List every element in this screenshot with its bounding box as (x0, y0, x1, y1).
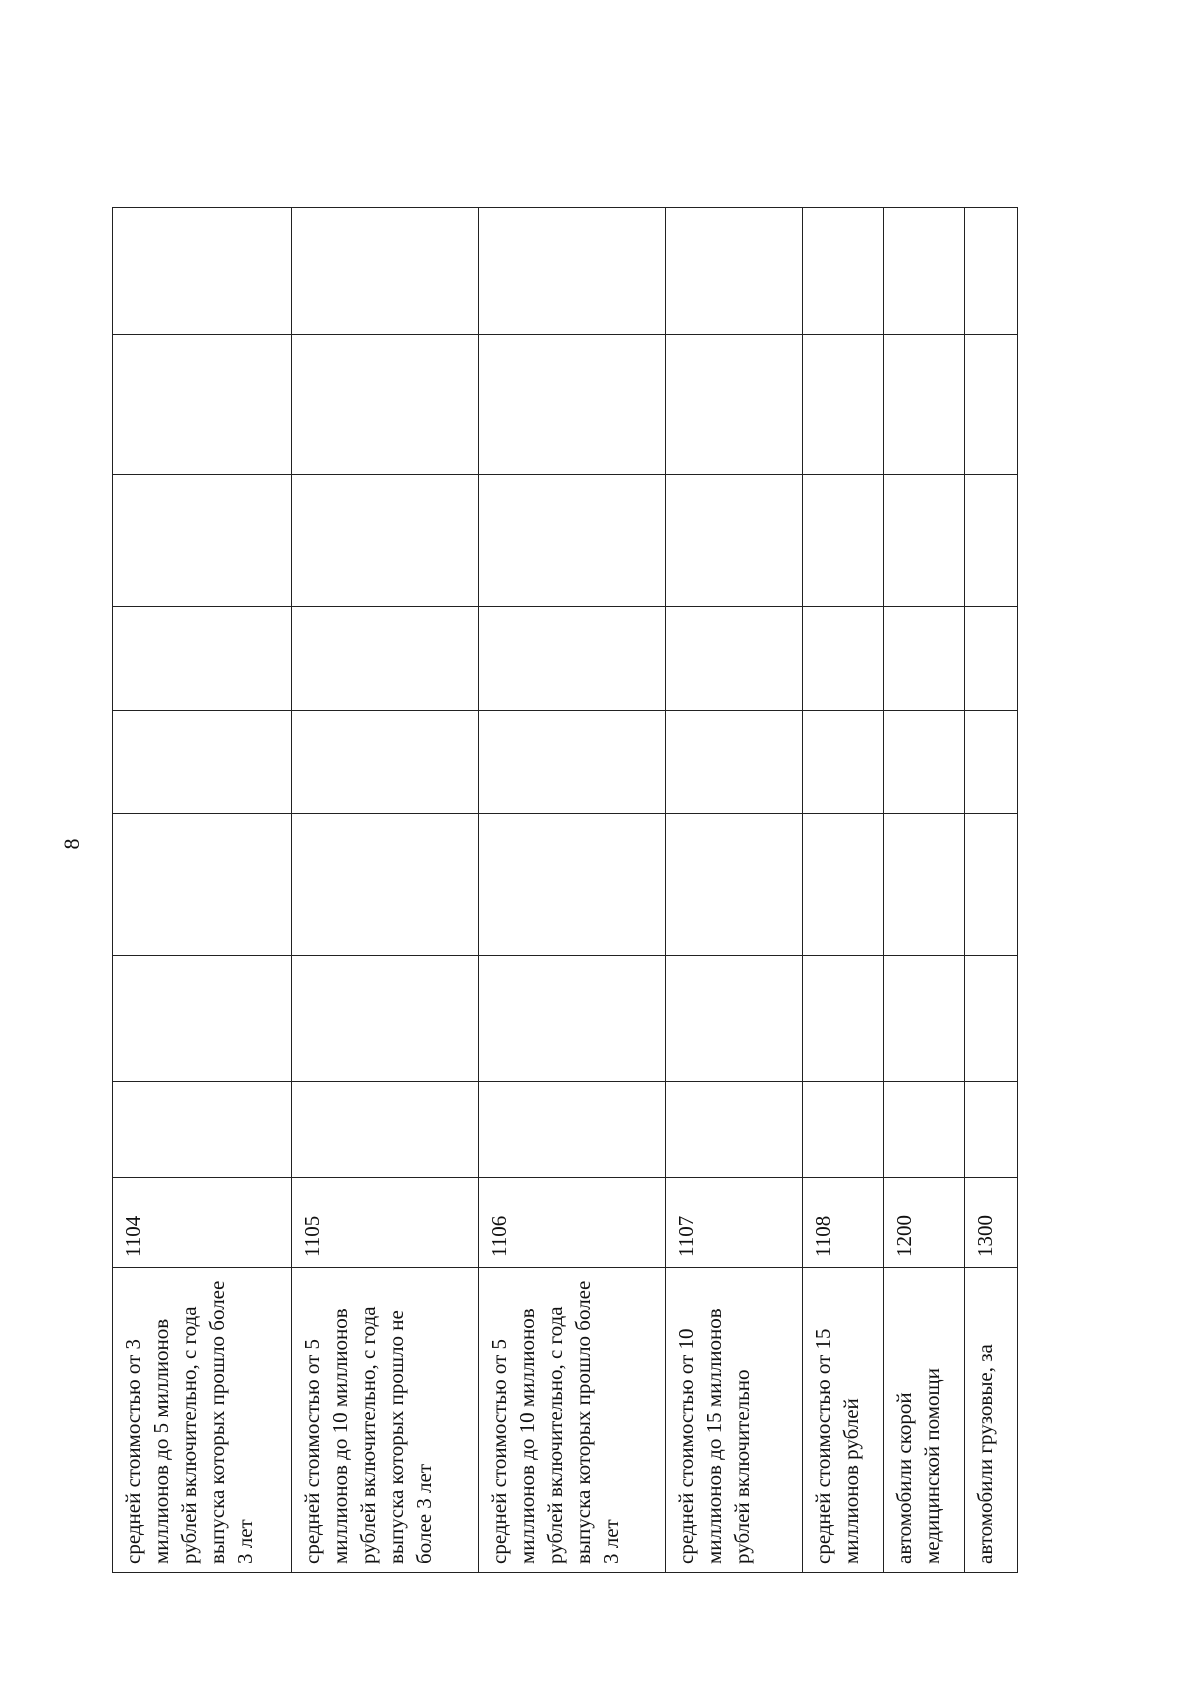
empty-cell (965, 475, 1018, 607)
empty-cell (883, 607, 964, 711)
empty-cell (665, 607, 802, 711)
empty-cell (883, 335, 964, 475)
empty-cell (883, 208, 964, 335)
row-name-cell: автомобили грузовые, за (965, 1268, 1018, 1573)
row-name-cell: средней стоимостью от 5 миллионов до 10 миллионов рублей включительно, с года выпуска которых прошло не более 3 лет (292, 1268, 479, 1573)
empty-cell (113, 335, 292, 475)
table-row (802, 208, 883, 1573)
empty-cell (665, 475, 802, 607)
empty-cell (478, 475, 665, 607)
empty-cell (802, 607, 883, 711)
empty-cell (883, 1082, 964, 1178)
empty-cell (802, 814, 883, 956)
empty-cell (965, 956, 1018, 1082)
table-row (665, 208, 802, 1573)
empty-cell (665, 208, 802, 335)
row-name-cell: автомобили скорой медицинской помощи (883, 1268, 964, 1573)
empty-cell (883, 814, 964, 956)
row-code-cell: 1107 (665, 1178, 802, 1268)
empty-cell (292, 711, 479, 814)
rotated-table (112, 208, 1018, 1573)
row-name-cell: средней стоимостью от 3 миллионов до 5 миллионов рублей включительно, с года выпуска которых прошло более 3 лет (113, 1268, 292, 1573)
row-name-cell: средней стоимостью от 15 миллионов рублей (802, 1268, 883, 1573)
empty-cell (113, 475, 292, 607)
empty-cell (478, 607, 665, 711)
table-row (292, 208, 479, 1573)
empty-cell (665, 335, 802, 475)
empty-cell (802, 335, 883, 475)
page-number: 8 (59, 838, 84, 850)
empty-cell (113, 814, 292, 956)
empty-cell (965, 814, 1018, 956)
empty-cell (292, 1082, 479, 1178)
empty-cell (883, 956, 964, 1082)
empty-cell (965, 711, 1018, 814)
empty-cell (665, 956, 802, 1082)
empty-cell (665, 1082, 802, 1178)
empty-cell (292, 475, 479, 607)
empty-cell (478, 711, 665, 814)
empty-cell (113, 607, 292, 711)
empty-cell (478, 1082, 665, 1178)
data-table (112, 207, 1018, 1573)
table-row (965, 208, 1018, 1573)
empty-cell (665, 711, 802, 814)
empty-cell (802, 475, 883, 607)
table-row (113, 208, 292, 1573)
empty-cell (113, 1082, 292, 1178)
empty-cell (292, 814, 479, 956)
row-name-cell: средней стоимостью от 10 миллионов до 15 миллионов рублей включительно (665, 1268, 802, 1573)
table-row (478, 208, 665, 1573)
table-container (112, 208, 1018, 1573)
empty-cell (292, 607, 479, 711)
empty-cell (802, 956, 883, 1082)
empty-cell (965, 1082, 1018, 1178)
empty-cell (292, 208, 479, 335)
empty-cell (113, 711, 292, 814)
empty-cell (478, 956, 665, 1082)
empty-cell (965, 208, 1018, 335)
empty-cell (113, 956, 292, 1082)
empty-cell (665, 814, 802, 956)
empty-cell (478, 814, 665, 956)
empty-cell (478, 335, 665, 475)
empty-cell (965, 335, 1018, 475)
row-code-cell: 1104 (113, 1178, 292, 1268)
row-code-cell: 1108 (802, 1178, 883, 1268)
empty-cell (292, 956, 479, 1082)
empty-cell (802, 1082, 883, 1178)
empty-cell (113, 208, 292, 335)
row-name-cell: средней стоимостью от 5 миллионов до 10 миллионов рублей включительно, с года выпуска которых прошло более 3 лет (478, 1268, 665, 1573)
empty-cell (292, 335, 479, 475)
row-code-cell: 1300 (965, 1178, 1018, 1268)
table-row (883, 208, 964, 1573)
empty-cell (965, 607, 1018, 711)
row-code-cell: 1200 (883, 1178, 964, 1268)
empty-cell (802, 208, 883, 335)
empty-cell (883, 475, 964, 607)
empty-cell (478, 208, 665, 335)
row-code-cell: 1106 (478, 1178, 665, 1268)
empty-cell (802, 711, 883, 814)
empty-cell (883, 711, 964, 814)
row-code-cell: 1105 (292, 1178, 479, 1268)
